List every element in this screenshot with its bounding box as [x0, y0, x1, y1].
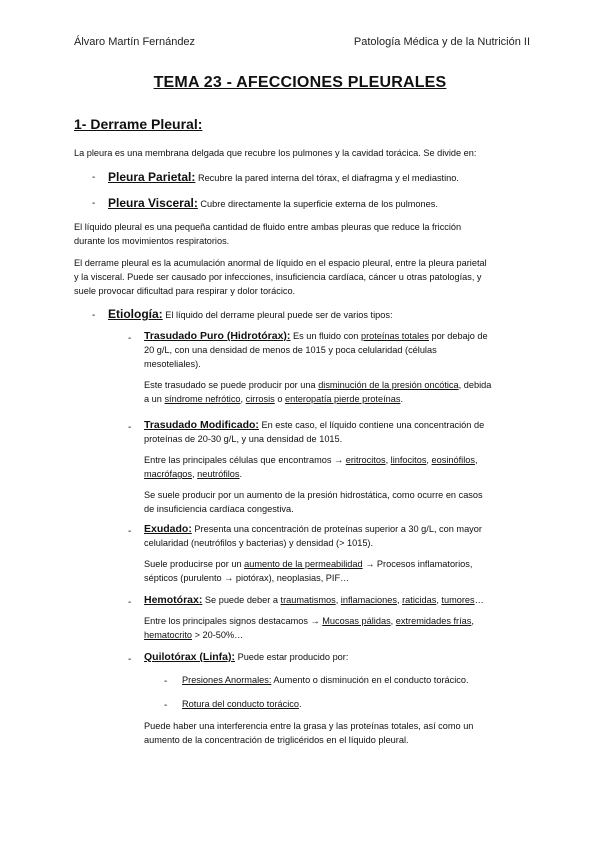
trasudado-puro-causes: [144, 378, 491, 406]
text-run: por debajo de: [431, 331, 488, 341]
term-rotura-conducto: Rotura del conducto torácico: [182, 699, 299, 709]
page-title: TEMA 23 - AFECCIONES PLEURALES: [153, 74, 447, 91]
term-hematocrito: hematocrito: [144, 630, 193, 640]
term-permeabilidad: aumento de la permeabilidad: [244, 559, 363, 569]
text-run: Este trasudado se puede producir por una: [144, 380, 316, 390]
term-neutrofilos: neutrófilos: [197, 469, 240, 479]
term-raticidas: raticidas: [402, 595, 437, 605]
text-run: o: [277, 394, 283, 404]
etiologia-text: El líquido del derrame pleural puede ser de varios tipos:: [165, 310, 393, 320]
trasudado-mod-cause: [144, 488, 483, 516]
quilotorax-subitem-1: [182, 673, 469, 687]
text-run: Se puede deber a: [204, 595, 278, 605]
hemotorax-signs: [144, 614, 474, 642]
bullet-dash: -: [128, 333, 132, 344]
pleura-visceral-label: Pleura Visceral:: [108, 196, 198, 210]
term-proteinas-totales: proteínas totales: [360, 331, 429, 341]
header-subject: Patología Médica y de la Nutrición II: [353, 36, 530, 48]
exudado-item: [144, 522, 482, 550]
exudado-label: Exudado:: [144, 523, 192, 535]
bullet-dash: -: [128, 597, 132, 608]
text-run: → Procesos inflamatorios,: [365, 559, 473, 569]
term-eosinofilos: eosinófilos: [431, 455, 475, 465]
hemotorax-item: Hemotórax: Se puede deber a traumatismos, inflamaciones, raticidas, tumores…: [144, 594, 484, 606]
term-mucosas-palidas: Mucosas pálidas: [322, 616, 391, 626]
bullet-dash: -: [128, 422, 132, 433]
bullet-dash: -: [92, 172, 96, 183]
text-run: Presenta una concentración de proteínas superior a 30 g/L, con mayor: [194, 524, 482, 534]
text-line: Entre los principales signos destacamos → Mucosas pálidas, extremidades frías,: [144, 616, 474, 626]
text-line: El derrame pleural es la acumulación anormal de líquido en el espacio pleural, entre la pleura parietal: [74, 258, 487, 268]
trasudado-mod-cells: [144, 453, 478, 481]
text-line: macrófagos, neutrófilos.: [144, 469, 243, 479]
pleura-parietal-label: Pleura Parietal:: [108, 170, 196, 184]
etiologia-label: Etiología:: [108, 307, 163, 321]
term-inflamaciones: inflamaciones: [340, 595, 397, 605]
etiologia-item: [108, 305, 393, 324]
text-line: proteínas de 20-30 g/L, y una densidad de 1015.: [144, 434, 343, 444]
trasudado-mod-label: Trasudado Modificado:: [144, 419, 259, 431]
term-tumores: tumores: [441, 595, 475, 605]
text-run: a un: [144, 394, 162, 404]
text-line: Entre las principales células que encontramos → eritrocitos, linfocitos, eosinófilos,: [144, 455, 478, 465]
term-presion-oncotica: disminución de la presión oncótica: [318, 380, 459, 390]
bullet-dash: -: [92, 198, 96, 209]
effusion-paragraph: [74, 256, 487, 298]
pleura-parietal-text: Recubre la pared interna del tórax, el diafragma y el mediastino.: [197, 173, 459, 183]
text-line: [144, 522, 482, 536]
term-cirrosis: cirrosis: [245, 394, 275, 404]
text-line: aumento de la concentración de triglicéridos en el líquido pleural.: [144, 735, 409, 745]
bullet-dash: -: [164, 676, 168, 687]
text-run: , debida: [458, 380, 492, 390]
text-run: Puede estar producido por:: [237, 652, 349, 662]
text-line: 20 g/L, con una densidad de menos de 1015 y poca celularidad (células: [144, 345, 437, 355]
text-run: Aumento o disminución en el conducto torácico.: [273, 675, 469, 685]
text-line: Se suele producir por un aumento de la presión hidrostática, como ocurre en casos: [144, 490, 483, 500]
text-line: El líquido pleural es una pequeña cantidad de fluido entre ambas pleuras que reduce la fricción: [74, 222, 462, 232]
text-run: Es un fluido con: [293, 331, 359, 341]
text-line: celularidad (neutrófilos y bacterias) y densidad (> 1015).: [144, 538, 374, 548]
quilotorax-item: [144, 650, 348, 664]
quilotorax-label: Quilotórax (Linfa):: [144, 651, 235, 663]
term-traumatismos: traumatismos: [280, 595, 336, 605]
pleura-parietal-item: [108, 168, 459, 187]
text-line: [144, 329, 488, 343]
quilotorax-subitem-2: Rotura del conducto torácico.: [182, 699, 302, 709]
text-run: En este caso, el líquido contiene una concentración de: [261, 420, 485, 430]
intro-paragraph: La pleura es una membrana delgada que recubre los pulmones y la cavidad torácica. Se divide en:: [74, 148, 477, 158]
text-line: [144, 557, 472, 571]
text-run: Suele producirse por un: [144, 559, 242, 569]
text-line: [144, 628, 474, 642]
quilotorax-final-paragraph: [144, 719, 473, 747]
text-line: Puede haber una interferencia entre la grasa y las proteínas totales, así como un: [144, 721, 474, 731]
bullet-dash: -: [92, 310, 96, 321]
section-heading: 1- Derrame Pleural:: [74, 116, 203, 132]
fluid-paragraph: [74, 220, 461, 248]
text-line: [144, 418, 484, 432]
text-run: > 20-50%…: [194, 630, 244, 640]
text-line: y la visceral. Puede ser causado por infecciones, insuficiencia cardíaca, cáncer u otras patologías, y: [74, 272, 482, 282]
term-enteropatia: enteropatía pierde proteínas: [285, 394, 401, 404]
text-line: a un síndrome nefrótico, cirrosis o enteropatía pierde proteínas.: [144, 394, 403, 404]
pleura-visceral-item: [108, 194, 438, 213]
term-linfocitos: linfocitos: [390, 455, 427, 465]
term-presiones-anormales: Presiones Anormales:: [182, 675, 272, 685]
bullet-dash: -: [128, 526, 132, 537]
term-eritrocitos: eritrocitos: [345, 455, 386, 465]
text-line: [144, 378, 491, 392]
text-line: de insuficiencia cardíaca congestiva.: [144, 504, 294, 514]
term-macrofagos: macrófagos: [144, 469, 193, 479]
term-sindrome-nefrotico: síndrome nefrótico: [164, 394, 241, 404]
text-line: durante los movimientos respiratorios.: [74, 236, 230, 246]
trasudado-puro-label: Trasudado Puro (Hidrotórax):: [144, 330, 291, 342]
text-line: mesoteliales).: [144, 359, 201, 369]
term-extremidades-frias: extremidades frías: [395, 616, 472, 626]
trasudado-puro-item: [144, 329, 488, 371]
pleura-visceral-text: Cubre directamente la superficie externa de los pulmones.: [200, 199, 438, 209]
text-line: suele provocar dificultad para respirar y dolor torácico.: [74, 286, 296, 296]
bullet-dash: -: [128, 654, 132, 665]
text-run: Entre las principales células que encontramos →: [144, 455, 344, 465]
header-author: Álvaro Martín Fernández: [74, 36, 196, 48]
exudado-cause: [144, 557, 472, 585]
text-line: sépticos (purulento → piotórax), neoplasias, PIF…: [144, 573, 350, 583]
hemotorax-label: Hemotórax:: [144, 594, 203, 606]
text-run: Entre los principales signos destacamos →: [144, 616, 320, 626]
bullet-dash: -: [164, 700, 168, 711]
trasudado-mod-item: [144, 418, 484, 446]
